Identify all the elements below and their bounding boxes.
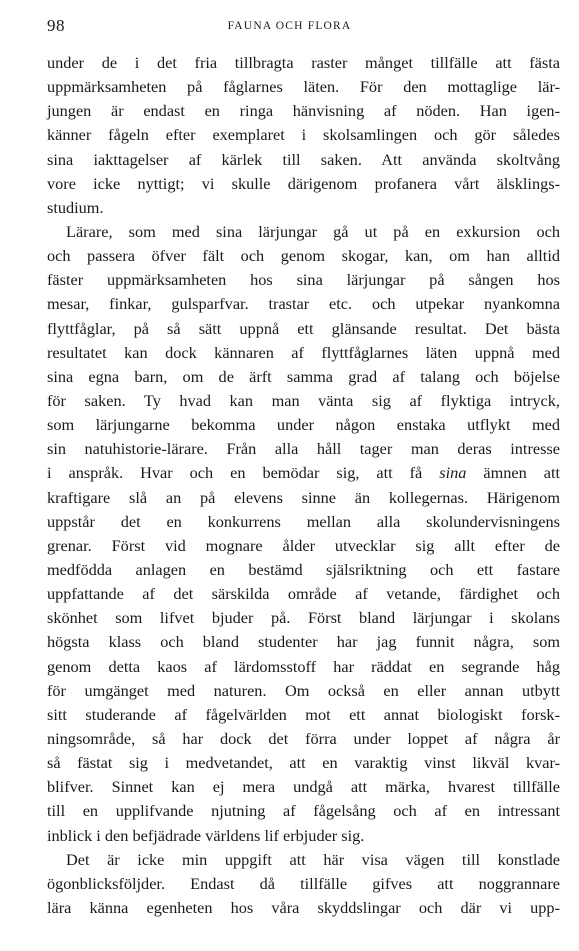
text-line: Det är icke min uppgift att här visa vägen till konstlade [66,849,560,869]
text-line: uppfattande af det särskilda område af vetande, färdighet och [47,584,560,604]
text-line: jungen är endast en ringa hänvisning af nöden. Han igen- [47,101,560,121]
text-line: känner fågeln efter exemplaret i skolsamlingen och gör således [47,125,560,145]
text-line: till en upplifvande njutning af fågelsång och af en intressant [47,801,560,821]
text-line: högsta klass och bland studenter har jag funnit några, som [47,632,560,652]
text-line: uppmärksamheten på fåglarnes läten. För den mottaglige lär- [47,77,560,97]
running-head: FAUNA OCH FLORA [227,20,352,32]
text-line: så fästat sig i medvetandet, att en varaktig vinst likväl kvar- [47,753,560,773]
text-line: vore icke nyttigt; vi skulle därigenom profanera vårt älsklings- [47,173,560,193]
text-line: och passera öfver fält och genom skogar, kan, om han alltid [47,246,560,266]
text-line: under de i det fria tillbragta raster månget tillfälle att fästa [47,53,560,72]
text-line-with-emphasis [47,461,560,485]
body-text [47,51,560,920]
text-line: skönhet som lifvet bjuder på. Först bland lärjungar i skolans [47,608,560,628]
text-line: ningsområde, så har dock det förra under loppet af några år [47,728,560,748]
text-line: sitt studerande af fågelvärlden mot ett annat biologiskt forsk- [47,704,560,724]
text-line: inblick i den befjädrade världens lif erbjuder sig. [47,825,365,845]
text-line: sina egna barn, om de ärft samma grad af talang och böjelse [47,366,560,386]
text-line: Lärare, som med sina lärjungar gå ut på en exkursion och [66,221,560,241]
text-line: studium. [47,197,104,217]
text-line: kraftigare slå an på elevens sinne än kollegernas. Härigenom [47,487,560,507]
text-line: genom detta kaos af lärdomsstoff har räddat en segrande håg [47,656,560,676]
text-line: sina iakttagelser af kärlek till saken. Att använda skoltvång [47,149,560,169]
text-line: ögonblicksföljder. Endast då tillfälle gifves att noggrannare [47,873,560,893]
text-line: för saken. Ty hvad kan man vänta sig af flyktiga intryck, [47,390,560,410]
text-line: medfödda anlagen en bestämd själsriktning och ett fastare [47,559,560,579]
text-line: resultatet kan dock kännaren af flyttfåglarnes läten uppnå med [47,342,560,362]
text-line: för umgänget med naturen. Om också en eller annan utbytt [47,680,560,700]
text-segment: ämnen att [483,463,560,483]
text-line: fäster uppmärksamheten hos sina lärjungar på sången hos [47,270,560,290]
text-line: sin natuhistorie-lärare. Från alla håll tager man deras intresse [47,439,560,459]
text-line: som lärjungarne bekomma under någon enstaka utflykt med [47,415,560,435]
text-line: lära känna egenheten hos våra skyddslingar och där vi upp- [47,897,560,917]
text-line: mesar, finkar, gulsparfvar. trastar etc. och utpekar nyankomna [47,294,560,314]
text-line: uppstår det en konkurrens mellan alla skolundervisningens [47,511,560,531]
text-segment: i anspråk. Hvar och en bemödar sig, att få [47,463,423,483]
page-number: 98 [47,16,65,35]
text-line: flyttfåglar, på så sätt uppnå ett glänsande resultat. Det bästa [47,318,560,338]
text-line: grenar. Först vid mognare ålder utvecklar sig allt efter de [47,535,560,555]
text-line: blifver. Sinnet kan ej mera undgå att märka, hvarest tillfälle [47,777,560,797]
emphasized-word: sina [439,463,467,483]
